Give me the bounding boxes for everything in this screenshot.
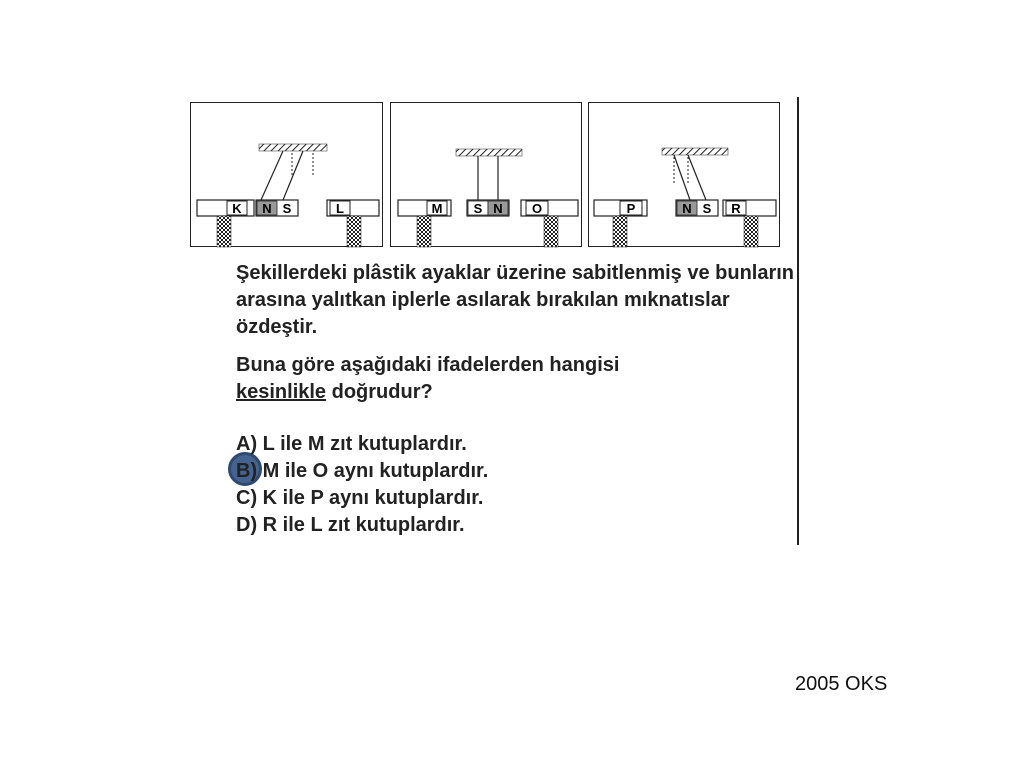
option-b[interactable]: B) M ile O aynı kutuplardır. — [236, 460, 489, 482]
magnet-pole-2: S — [702, 201, 712, 216]
option-c[interactable]: C) K ile P aynı kutuplardır. — [236, 487, 484, 509]
plastic-stand-right — [544, 216, 558, 247]
prompt-emphasis: kesinlikle — [236, 381, 327, 403]
plastic-stand-right — [347, 216, 361, 247]
plastic-stand-left — [217, 216, 231, 247]
question-prompt — [236, 352, 796, 406]
vertical-divider — [797, 97, 799, 545]
option-a[interactable]: A) L ile M zıt kutuplardır. — [236, 433, 467, 455]
magnet-pole-1: N — [682, 201, 692, 216]
figure-panel-3 — [588, 102, 780, 247]
pole-label-left: K — [232, 201, 242, 216]
prompt-end: doğrudur? — [331, 381, 433, 403]
magnet-pole-1: S — [473, 201, 483, 216]
panel-3-drawing — [589, 103, 781, 248]
pole-label-right: O — [531, 201, 543, 216]
panel-2-drawing — [391, 103, 583, 248]
magnet-pole-1: N — [262, 201, 272, 216]
magnet-pole-2: S — [282, 201, 292, 216]
source-label: 2005 OKS — [795, 673, 888, 695]
answer-options — [236, 431, 488, 539]
ceiling-support — [259, 144, 327, 151]
option-d[interactable]: D) R ile L zıt kutuplardır. — [236, 514, 465, 536]
pole-label-right: L — [336, 201, 344, 216]
pole-label-left: P — [626, 201, 636, 216]
figure-panel-2 — [390, 102, 582, 247]
string-right — [283, 151, 303, 200]
panel-1-drawing — [191, 103, 384, 248]
magnet-pole-2: N — [493, 201, 503, 216]
prompt-start: Buna göre aşağıdaki ifadelerden hangisi — [236, 354, 620, 376]
figure-panel-1 — [190, 102, 383, 247]
pole-label-right: R — [731, 201, 741, 216]
ceiling-support — [456, 149, 522, 156]
question-paragraph: Şekillerdeki plâstik ayaklar üzerine sabitlenmiş ve bunların arasına yalıtkan iplerle asılarak bırakılan mıknatıslar özdeştir. — [236, 262, 795, 338]
plastic-stand-right — [744, 216, 758, 247]
plastic-stand-left — [417, 216, 431, 247]
string-right — [688, 155, 706, 200]
plastic-stand-left — [613, 216, 627, 247]
string-left — [261, 151, 283, 200]
pole-label-left: M — [431, 201, 443, 216]
ceiling-support — [662, 148, 728, 155]
